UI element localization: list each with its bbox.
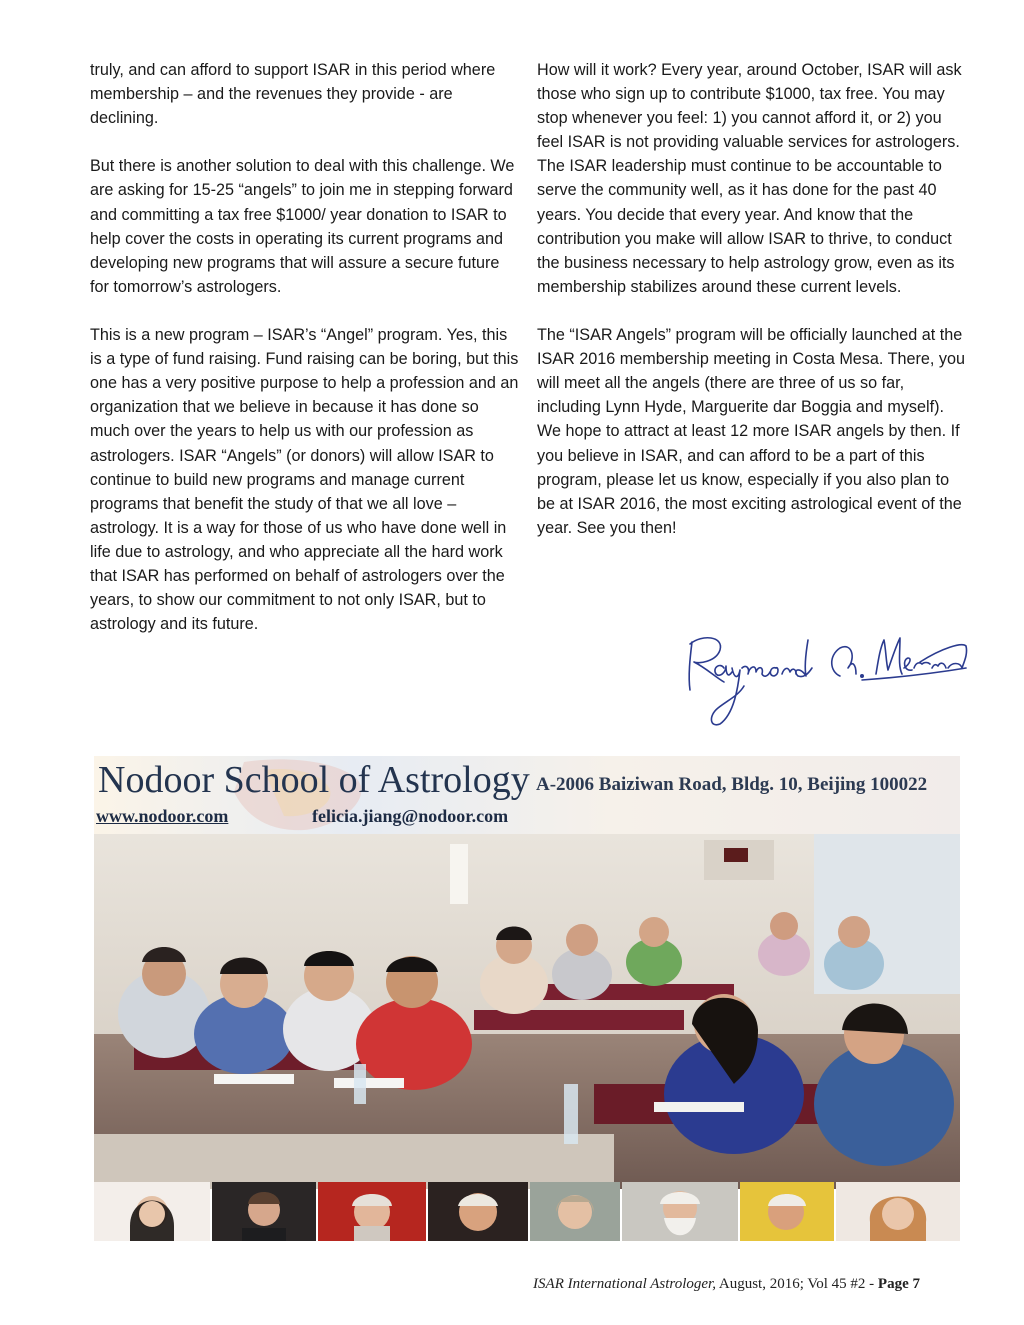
paragraph: truly, and can afford to support ISAR in this period where membership – and the revenues they provide - are declining. xyxy=(90,61,496,128)
footer-magazine: ISAR International Astrologer, xyxy=(533,1276,716,1292)
footer-issue: August, 2016; Vol 45 #2 - xyxy=(715,1276,878,1292)
ad-banner xyxy=(94,756,960,834)
portrait xyxy=(530,1182,620,1241)
article-left-column xyxy=(90,58,522,660)
ad-title: Nodoor School of Astrology xyxy=(98,759,530,801)
signature xyxy=(680,628,970,738)
article-right-column xyxy=(537,58,969,564)
paragraph: The “ISAR Angels” program will be officially launched at the ISAR 2016 membership meeting in Costa Mesa. There, you will meet all the angels (there are three of us so far, including Lynn Hyde, Marguerite dar Boggia and myself). We hope to attract at least 12 more ISAR angels by then. If you believe in ISAR, and can afford to be a part of this program, please let us know, especially if you also plan to be at ISAR 2016, the most exciting astrological event of the year. See you then! xyxy=(537,326,965,537)
paragraph: But there is another solution to deal with this challenge. We are asking for 15-25 “angels” to join me in stepping forward and committing a tax free $1000/ year donation to ISAR to help cover the costs in operating its current programs and developing new programs that will assure a secure future for tomorrow’s astrologers. xyxy=(90,157,515,296)
footer-page-number: Page 7 xyxy=(877,1276,920,1292)
instructor-portraits xyxy=(94,1182,960,1241)
signature-graphic xyxy=(680,628,970,738)
nodoor-advertisement xyxy=(94,756,960,1241)
portrait xyxy=(836,1182,960,1241)
portrait xyxy=(94,1182,210,1241)
portrait xyxy=(740,1182,834,1241)
portrait xyxy=(622,1182,738,1241)
portrait xyxy=(428,1182,528,1241)
paragraph: This is a new program – ISAR’s “Angel” program. Yes, this is a type of fund raising. Fund raising can be boring, but this one has a very positive purpose to help a profession and an organization that we believe in because it has done so much over the years to help us with our profession as astrologers. ISAR “Angels” (or donors) will allow ISAR to continue to build new programs and manage current programs that benefit the study of that we all love – astrology. It is a way for those of us who have done well in life due to astrology, and who appreciate all the hard work that ISAR has performed on behalf of astrologers over the years, to show our commitment to not only ISAR, but to astrology and its future. xyxy=(90,326,519,634)
paragraph: How will it work? Every year, around October, ISAR will ask those who sign up to contribute $1000, tax free. You may stop whenever you feel: 1) you cannot afford it, or 2) you feel ISAR is not providing valuable services for astrologers. The ISAR leadership must continue to be accountable to serve the community well, as it has done for the past 40 years. You decide that every year. And know that the contribution you make will allow ISAR to thrive, to conduct the business necessary to help astrology grow, even as its membership stabilizes around these current levels. xyxy=(537,61,962,296)
ad-address: A-2006 Baiziwan Road, Bldg. 10, Beijing 100022 xyxy=(536,774,928,795)
classroom-photo xyxy=(94,834,960,1189)
page-footer xyxy=(533,1276,920,1293)
portrait xyxy=(318,1182,426,1241)
ad-website-link[interactable]: www.nodoor.com xyxy=(96,806,229,826)
ad-email-link[interactable]: felicia.jiang@nodoor.com xyxy=(312,806,509,826)
portrait xyxy=(212,1182,316,1241)
